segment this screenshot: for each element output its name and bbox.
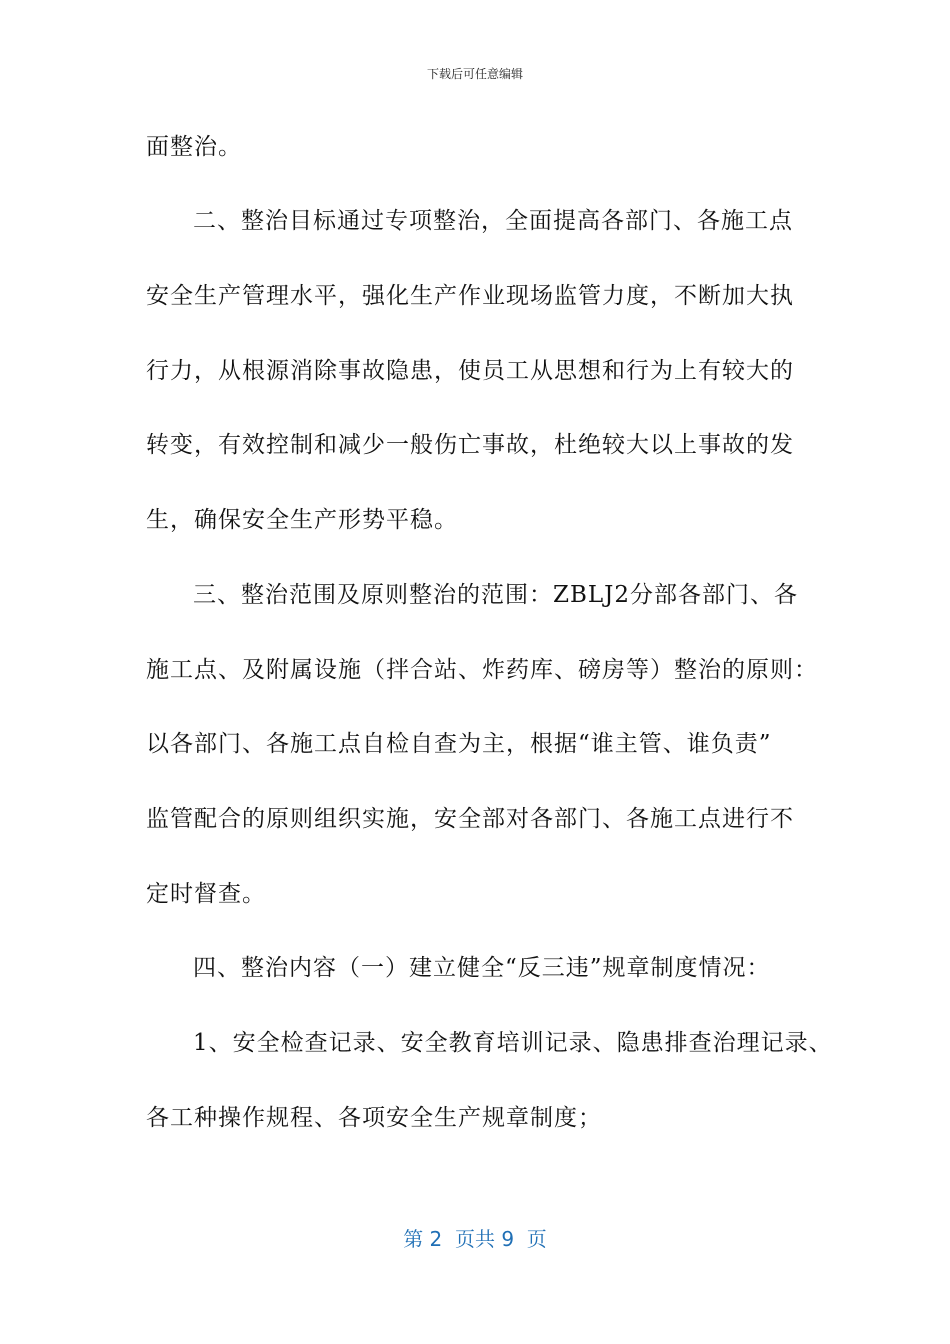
paragraph-line: 安全生产管理水平，强化生产作业现场监管力度，不断加大执 <box>146 283 794 309</box>
page-number-footer: 第 2 页共 9 页 <box>403 1227 547 1251</box>
paragraph-line: 1、安全检查记录、安全教育培训记录、隐患排查治理记录、 <box>193 1030 833 1056</box>
paragraph-line: 二、整治目标通过专项整治，全面提高各部门、各施工点 <box>193 208 793 234</box>
paragraph-line: 转变，有效控制和减少一般伤亡事故，杜绝较大以上事故的发 <box>146 432 794 458</box>
paragraph-line: 面整治。 <box>146 134 242 160</box>
paragraph-line: 生，确保安全生产形势平稳。 <box>146 507 458 533</box>
paragraph-line: 施工点、及附属设施（拌合站、炸药库、磅房等）整治的原则： <box>146 657 818 683</box>
paragraph-line: 行力，从根源消除事故隐患，使员工从思想和行为上有较大的 <box>146 358 794 384</box>
page-header: 下载后可任意编辑 <box>426 67 523 81</box>
paragraph-line: 三、整治范围及原则整治的范围：ZBLJ2分部各部门、各 <box>193 582 799 608</box>
paragraph-line: 四、整治内容（一）建立健全“反三违”规章制度情况： <box>193 955 771 981</box>
paragraph-line: 监管配合的原则组织实施，安全部对各部门、各施工点进行不 <box>146 806 794 832</box>
paragraph-line: 各工种操作规程、各项安全生产规章制度； <box>146 1105 602 1131</box>
paragraph-line: 定时督查。 <box>146 881 266 907</box>
paragraph-line: 以各部门、各施工点自检自查为主，根据“谁主管、谁负责” <box>146 731 772 757</box>
